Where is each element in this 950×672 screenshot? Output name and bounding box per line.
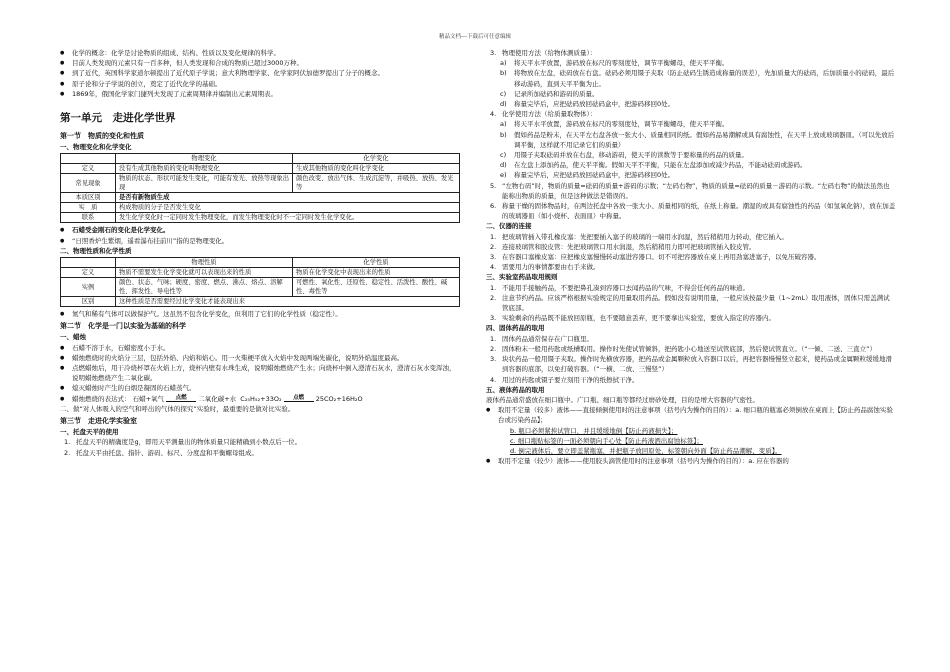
item-text: 在左盘上添加药品，使天平平衡。假如天平不平衡，只能在左盘添加或减少药品，不能动砝码或游码。 [514,161,807,170]
note-item: ● “日照香炉生紫烟，遥看瀑布挂前川”指的是物理变化。 [60,236,460,246]
list-item [486,313,896,323]
list-item [486,119,896,129]
physical-chemical-change-table [60,153,460,223]
table-header: 化学变化 [293,154,460,164]
reaction-condition: 点燃 [293,395,305,402]
reaction-arrow [284,395,314,402]
liquid-item: c. 细口瓶贴标签的一面必须朝向手心处【防止药液洒出腐蚀标签】； [510,436,703,445]
list-item [486,68,896,88]
item-number: 4. [490,263,497,272]
list-item [486,334,896,344]
item-text: 注意节约药品。应该严格根据实验规定的用量取用药品。假如没有说明用量，一般应该按最少量（1~2mL）取用液体，固体只需盖满试管底部。 [502,293,890,313]
table-cell: 颜色改变、放出气体、生成沉淀等，并吸热、放热、发光等 [293,174,460,193]
reaction-arrow [166,395,196,402]
item-text: 称量完毕后，应把砝码放回砝码盒中，把游码移回0处。 [514,171,675,180]
row-label: 定义 [61,164,116,174]
item-text: 将物放在左盘，砝码放在右盘。砝码必须用镊子夹取（防止砝码生锈造成称量的误差），先加质量大的砝码，后加质量小的砝码，最后移动游码，直到天平平衡为止。 [514,69,895,88]
list-item [486,160,896,170]
left-column [60,48,460,458]
subsection-title: 二、物理性质和化学性质 [60,246,132,255]
equation-label: 蜡烛燃烧的表达式： [72,394,131,403]
list-item [486,109,896,119]
item-text: “左物右码”时，物质的质量=砝码的质量+游码的示数；“左码右物”，物质的质量=砝码的质量－游码的示数。“左码右物”的做法虽然也能称出物质的质量，但是这种做法是错误的。 [502,181,890,200]
liquid-intro: 液体药品通常盛放在细口瓶中。广口瓶、细口瓶等都经过磨砂处理，目的是增大容器的气密性。 [486,395,759,404]
intro-item: ● 原子论和分子学说的创立，奠定了近代化学的基础。 [60,79,460,89]
item-text: 连接玻璃管和胶皮管：先把玻璃管口用水润湿，然后稍稍用力即可把玻璃管插入胶皮管。 [502,242,756,251]
intro-item: ● 化学的概念：化学是讨论物质的组成、结构、性质以及变化规律的科学。 [60,48,460,58]
candle-item: ● 点燃蜡烛后，用干冷烧杯罩在火焰上方，烧杯内壁有水珠生成，说明蜡烛燃烧产生水；向烧杯中倒入澄清石灰水，澄清石灰水变浑浊，说明蜡烛燃烧产生二氧化碳。 [60,363,460,383]
candle-item: ● 石蜡不溶于水，石蜡密度小于水。 [60,343,460,353]
item-text: 将天平水平放置，游码放在标尺的零刻度处，调节平衡螺母，使天平平衡。 [514,59,729,68]
equation-symbol-right: 25CO₂+16H₂O [315,394,363,403]
item-number: 3. [490,314,497,323]
item-number: 6. [490,202,497,211]
table-cell: 生成其他物质的变化叫化学变化 [293,164,460,174]
section-title: 第一节 物质的变化和性质 [60,132,144,141]
item-number: 1. [490,232,497,241]
row-label: 区别 [61,297,116,307]
item-number: e) [500,171,507,180]
balance-item: 2. 托盘天平由托盘、指针、游码、标尺、分度盘和平衡螺母组成。 [64,448,258,457]
candle-equation [60,394,460,404]
section-title: 第三节 走进化学实验室 [60,417,137,426]
subsection-title: 四、固体药品的取用 [486,324,545,333]
note-item: ● 氮气和稀有气体可以做保护气。这虽然不包含化学变化，但利用了它们的化学性质（稳定性）。 [60,309,460,319]
item-text: 化学使用方法（给质量取物体）： [502,110,597,119]
item-number: 4. [490,110,497,119]
list-item [486,354,896,374]
liquid-item: ● 取用不定量（较少）液体——使用胶头滴管使用时的注意事项（括号内为操作的目的）：a. 应在容器的 [486,456,896,466]
experiment-note: 二、做“对人体吸入的空气和呼出的气体的探究”实验时，最重要的是做对比实验。 [60,404,295,413]
item-text: 不能用手接触药品，不要把鼻孔凑到容器口去闻药品的气味，不得尝任何药品的味道。 [502,283,749,292]
item-text: 块状药品一般用镊子夹取。操作时先横放容器，把药品或金属颗粒放入容器口以后，再把容器慢慢竖立起来，使药品或金属颗粒缓缓地滑到容器的底部，以免打破容器。（“一横、二放、三慢竖”） [502,355,892,374]
subsection-title: 一、托盘天平的使用 [60,428,119,437]
subsection-title: 三、实验室药品取用规则 [486,273,558,282]
item-text: 需要用力的事情都要由右手来做。 [502,263,600,272]
row-label: 实例 [61,278,116,297]
balance-usage-list [486,48,896,221]
item-text: 固体粉末一般用药匙或纸槽取用。操作时先使试管倾斜，把药匙小心地送至试管底部，然后使试管直立。（“一倾、二送、三直立”） [502,344,876,353]
item-number: 2. [490,242,497,251]
list-item [486,181,896,201]
item-text: 用过的药匙或镊子要立刻用干净的纸擦拭干净。 [502,375,639,384]
item-text: 物理使用方法（给物体测质量）： [502,49,597,57]
item-number: c) [500,89,507,98]
item-text: 用镊子夹取砝码并放在右盘，移动游码，使天平的读数等于要称量的药品的质量。 [514,151,748,160]
list-item [486,89,896,99]
table-header: 物理性质 [116,258,293,268]
subsection-title: 一、蜡烛 [60,333,86,342]
candle-item: ● 熄灭蜡烛时产生的白烟是凝固的石蜡蒸气。 [60,383,460,393]
item-number: 3. [490,253,497,262]
table-cell: 构成物质的分子是否发生变化 [116,203,460,213]
item-text: 将天平水平放置，游码放在标尺的零刻度处，调节平衡螺母，使天平平衡。 [514,120,729,129]
unit-title: 第一单元 走进化学世界 [60,112,176,125]
liquid-item: ● 取用不定量（较多）液体——直接倾倒使用时的注意事项（括号内为操作的目的）：a. 细口瓶的瓶塞必须倒放在桌面上【防止药品腐蚀实验台或污染药品】； [486,405,896,425]
list-item [486,48,896,58]
row-label: 联系 [61,213,116,223]
balance-item: 1. 托盘天平的精确度是g，即用天平测量出的物体质量只能精确到小数点后一位。 [64,438,302,447]
list-item [486,252,896,262]
table-cell: 没有生成其他物质的变化叫物理变化 [116,164,293,174]
list-item [486,150,896,160]
item-text: 假如药品是粉末，在天平左右盘各放一张大小、质量相同的纸。假如药品易潮解或具有腐蚀性，在天平上放成玻璃器皿。（可以先放后调平衡，这样就不用记录它们的质量） [514,130,895,149]
list-item [486,262,896,272]
liquid-item: d. 倒完液体后，要立即盖紧瓶塞，并把瓶子放回原处，标签朝向外面【防止药品潮解、变质】。 [510,446,782,455]
item-text: 称量完毕后，应把砝码放回砝码盒中，把游码移回0处。 [514,100,675,109]
item-number: 3. [490,49,497,57]
list-item [486,58,896,68]
row-label: 定义 [61,268,116,278]
list-item [486,293,896,313]
section-title: 第二节 化学是一门以实验为基础的科学 [60,322,186,331]
row-label: 本质区别 [61,193,116,203]
item-number: 1. [490,283,497,292]
item-text: 把玻璃管插入带孔橡皮塞：先把要插入塞子的玻璃的一端用水润湿，然后稍稍用力转动，使它插入。 [502,232,788,241]
intro-item: ● 到了近代，英国科学家道尔顿提出了近代原子学说；意大利物理学家、化学家阿伏加德罗提出了分子的概念。 [60,68,460,78]
list-item [486,344,896,354]
item-number: 5. [490,181,497,190]
item-text: 记录所加砝码和游码的质量。 [514,89,599,98]
table-header: 物理变化 [116,154,293,164]
item-text: 在容器口塞橡皮塞：应把橡皮塞慢慢转动塞进容器口。切不可把容器放在桌上再用劲塞进塞子，以免压破容器。 [502,253,821,262]
table-cell: 物质的状态、形状可能发生变化，可能有发光、放热等现象出现 [116,174,293,193]
note-item: ● 石蜡受金刚石的变化是化学变化。 [60,225,460,235]
list-item [486,130,896,150]
subsection-title: 五、液体药品的取用 [486,385,545,394]
list-item [486,232,896,242]
instrument-connect-list [486,232,896,273]
item-number: 2. [490,293,497,302]
list-item [486,283,896,293]
subsection-title: 二、仪器的连接 [486,222,532,231]
table-cell: 这种性质是否需要经过化学变化才能表现出来 [116,297,460,307]
item-text: 称量干燥的固体物品时，在两边托盘中各放一张大小、质量相同的纸，在纸上称量。潮湿的或具有腐蚀性的药品（如氢氧化钠），放在加盖的玻璃器皿（如小烧杯、表面皿）中称量。 [502,202,896,221]
item-number: d) [500,161,507,170]
list-item [486,170,896,180]
candle-item: ● 蜡烛燃烧时的火焰分三层，包括外焰、内焰和焰心。用一火柴梗平放入火焰中发现两端先碳化，说明外焰温度最高。 [60,353,460,363]
item-text: 固体药品通常保存在广口瓶里。 [502,334,593,343]
item-number: a) [500,59,507,68]
item-number: a) [500,120,507,129]
row-label: 实 质 [61,203,116,213]
right-column [486,48,896,466]
equation-left: 石蜡+氧气 [132,394,165,403]
list-item [486,201,896,221]
intro-item: ● 1869年，俄国化学家门捷列夫发现了元素周期律并编制出元素周期表。 [60,89,460,99]
table-cell: 发生化学变化时一定同时发生物理变化，而发生物理变化时不一定同时发生化学变化。 [116,213,460,223]
item-number: 2. [490,344,497,353]
reagent-rules-list [486,283,896,324]
subsection-title: 一、物理变化和化学变化 [60,143,132,152]
table-header: 化学性质 [293,258,460,268]
item-text: 实验剩余的药品既不能放回原瓶，也不要随意丢弃，更不要拿出实验室，要放入指定的容器内。 [502,314,775,323]
equation-symbol-left: C₂₅H₅₂+33O₂ [240,394,282,403]
table-cell: 颜色、状态、气味；硬度、密度、燃点、沸点、熔点、溶解性、挥发性、导电性等 [116,278,293,297]
item-number: b) [500,69,507,78]
table-cell: 物质在化学变化中表现出来的性质 [293,268,460,278]
physical-chemical-property-table [60,257,460,307]
item-number: b) [500,130,507,139]
list-item [486,99,896,109]
intro-item: ● 目前人类发现的元素只有一百多种，但人类发现和合成的物质已超过3000万种。 [60,58,460,68]
list-item [486,242,896,252]
item-number: d) [500,100,507,109]
item-number: c) [500,151,507,160]
row-label: 常见现象 [61,174,116,193]
item-number: 4. [490,375,497,384]
page-header: 精品文档---下载后可任意编辑 [439,34,511,40]
list-item [486,375,896,385]
item-number: 1. [490,334,497,343]
item-number: 3. [490,355,497,364]
reaction-condition: 点燃 [175,395,187,402]
equation-right: 二氧化碳+水 [198,394,237,403]
liquid-item: b. 瓶口必须紧挨试管口，并且缓缓地倒【防止药液损失】； [510,426,678,435]
table-cell: 是否有新物质生成 [116,193,460,203]
solid-reagent-list [486,334,896,385]
table-cell: 物质不需要发生化学变化就可以表现出来的性质 [116,268,293,278]
table-cell: 可燃性、氧化性、还原性、稳定性、活泼性、酸性、碱性、毒性等 [293,278,460,297]
